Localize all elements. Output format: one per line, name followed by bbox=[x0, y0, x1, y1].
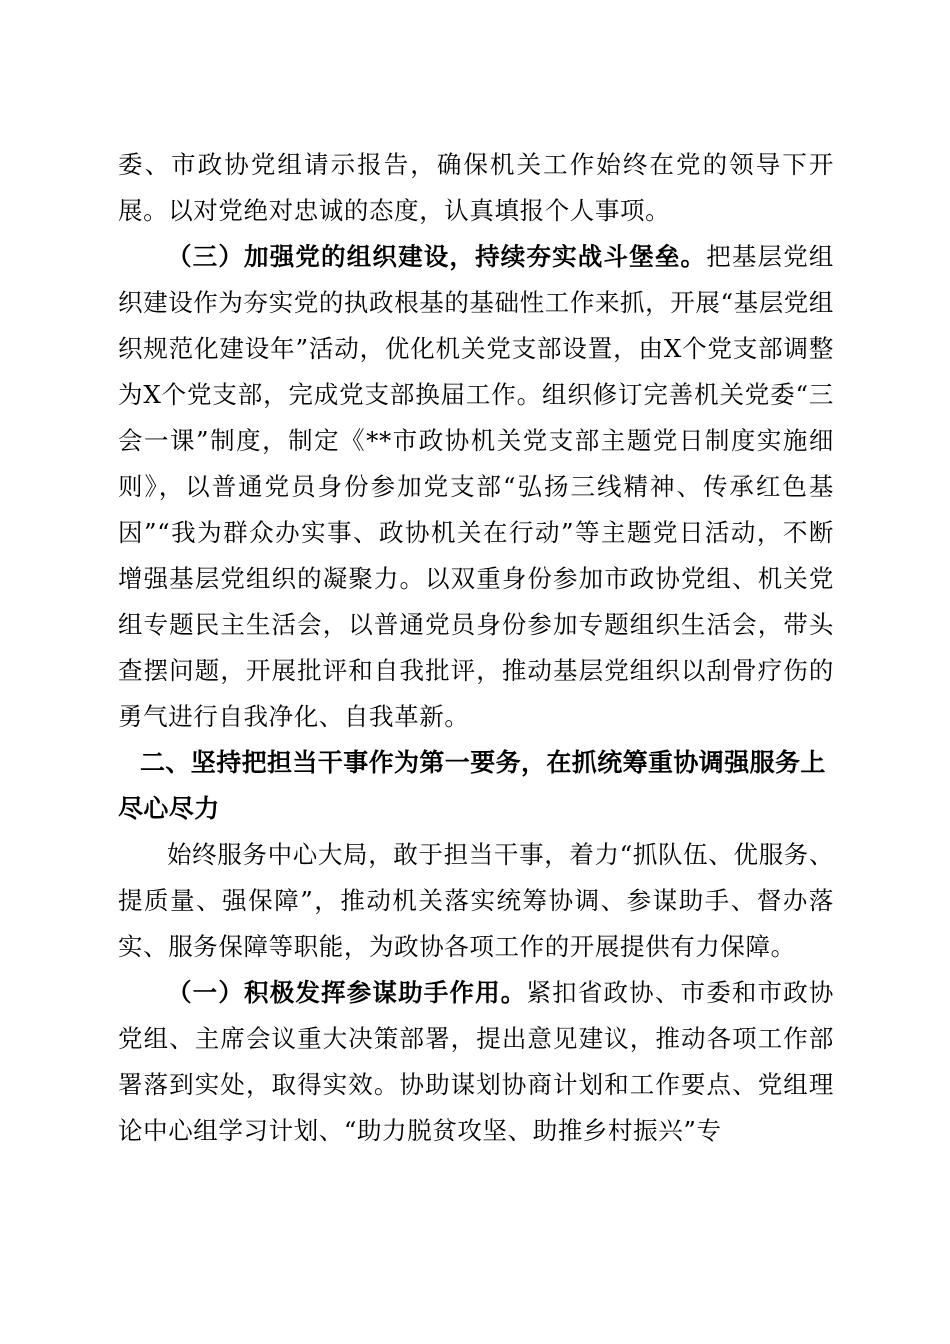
paragraph-text: 始终服务中心大局，敢于担当干事，着力“抓队伍、优服务、提质量、强保障”，推动机关落实统筹协调、参谋助手、督办落实、服务保障等职能，为政协各项工作的开展提供有力保障。 bbox=[118, 840, 834, 961]
paragraph-party-organization bbox=[118, 234, 834, 740]
paragraph-text: 委、市政协党组请示报告，确保机关工作始终在党的领导下开展。以对党绝对忠诚的态度，认真填报个人事项。 bbox=[118, 150, 834, 225]
section-heading: 二、坚持把担当干事作为第一要务，在抓统筹重协调强服务上尽心尽力 bbox=[118, 748, 826, 823]
paragraph-section-intro bbox=[118, 832, 834, 970]
subsection-heading: （一）积极发挥参谋助手作用。 bbox=[167, 978, 527, 1007]
paragraph-text: 把基层党组织建设作为夯实党的执政根基的基础性工作来抓，开展“基层党组织规范化建设年”活动，优化机关党支部设置，由X个党支部调整为X个党支部，完成党支部换届工作。组织修订完善机关党委“三会一课”制度，制定《**市政协机关党支部主题党日制度实施细则》，以普通党员身份参加党支部“弘扬三线精神、传承红色基因”“我为群众办实事、政协机关在行动”等主题党日活动，不断增强基层党组织的凝聚力。以双重身份参加市政协党组、机关党组专题民主生活会，以普通党员身份参加专题组织生活会，带头查摆问题，开展批评和自我批评，推动基层党组织以刮骨疗伤的勇气进行自我净化、自我革新。 bbox=[118, 242, 834, 731]
paragraph-text: 紧扣省政协、市委和市政协党组、主席会议重大决策部署，提出意见建议，推动各项工作部署落到实处，取得实效。协助谋划协商计划和工作要点、党组理论中心组学习计划、“助力脱贫攻坚、助推乡村振兴”专 bbox=[118, 978, 834, 1145]
document-body bbox=[118, 142, 834, 1154]
paragraph-continuation bbox=[118, 142, 834, 234]
subsection-heading: （三）加强党的组织建设，持续夯实战斗堡垒。 bbox=[167, 242, 707, 271]
paragraph-advisory-role bbox=[118, 970, 834, 1154]
